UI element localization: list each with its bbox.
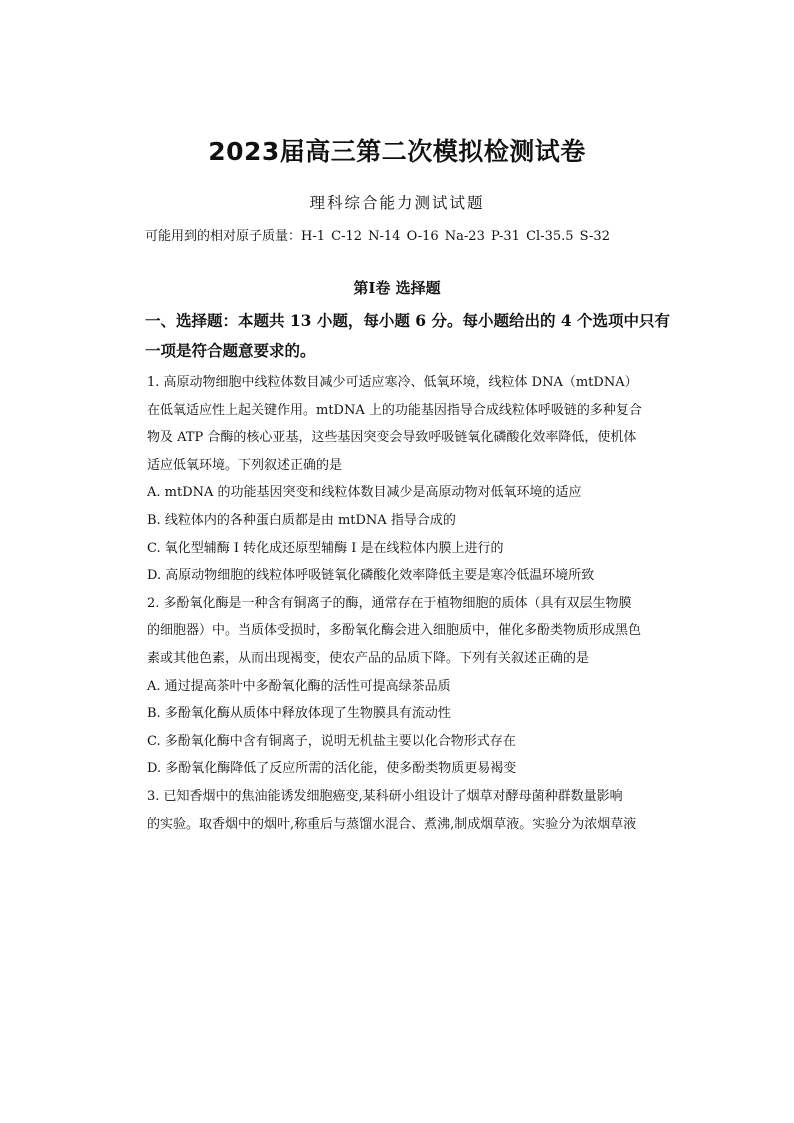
exam-title: 2023届高三第二次模拟检测试卷 <box>208 137 586 166</box>
instruction-line: 一、选择题：本题共 13 小题，每小题 6 分。每小题给出的 4 个选项中只有 <box>145 311 671 330</box>
section-heading: 第I卷 选择题 <box>353 279 441 297</box>
question-2-stem-line: 的细胞器）中。当质体受损时，多酚氧化酶会进入细胞质中，催化多酚类物质形成黑色 <box>147 623 642 639</box>
question-3 <box>147 783 675 838</box>
instructions <box>145 306 675 366</box>
question-2-option-b: B. 多酚氧化酶从质体中释放体现了生物膜具有流动性 <box>147 706 451 722</box>
atomic-masses-line: 可能用到的相对原子质量：H-1 C-12 N-14 O-16 Na-23 P-31 Cl-35.5 S-32 <box>145 229 610 244</box>
question-2-option-d: D. 多酚氧化酶降低了反应所需的活化能，使多酚类物质更易褐变 <box>147 761 517 777</box>
question-1-option-c: C. 氧化型辅酶 I 转化成还原型辅酶 I 是在线粒体内膜上进行的 <box>147 540 504 556</box>
question-3-stem-line: 的实验。取香烟中的烟叶,称重后与蒸馏水混合、煮沸,制成烟草液。实验分为浓烟草液 <box>147 816 637 832</box>
question-2-option-c: C. 多酚氧化酶中含有铜离子，说明无机盐主要以化合物形式存在 <box>147 733 516 749</box>
questions <box>147 369 675 838</box>
question-3-stem-line: 3. 已知香烟中的焦油能诱发细胞癌变,某科研小组设计了烟草对酵母菌种群数量影响 <box>147 788 623 804</box>
question-2-stem-line: 素或其他色素，从而出现褐变，使农产品的品质下降。下列有关叙述正确的是 <box>147 650 590 666</box>
question-1-option-b: B. 线粒体内的各种蛋白质都是由 mtDNA 指导合成的 <box>147 512 456 528</box>
question-1-stem-line: 在低氧适应性上起关键作用。mtDNA 上的功能基因指导合成线粒体呼吸链的多种复合 <box>147 402 642 418</box>
question-1-stem-line: 1. 高原动物细胞中线粒体数目减少可适应寒冷、低氧环境，线粒体 DNA（mtDNA） <box>147 375 638 390</box>
question-2 <box>147 590 675 783</box>
question-2-stem-line: 2. 多酚氧化酶是一种含有铜离子的酶，通常存在于植物细胞的质体（具有双层生物膜 <box>147 595 632 611</box>
question-1-option-d: D. 高原动物细胞的线粒体呼吸链氧化磷酸化效率降低主要是寒冷低温环境所致 <box>147 568 595 584</box>
question-1-stem-line: 适应低氧环境。下列叙述正确的是 <box>147 457 343 473</box>
exam-subtitle: 理科综合能力测试试题 <box>309 194 485 212</box>
question-1-option-a: A. mtDNA 的功能基因突变和线粒体数目减少是高原动物对低氧环境的适应 <box>147 485 582 501</box>
question-2-option-a: A. 通过提高茶叶中多酚氧化酶的活性可提高绿茶品质 <box>147 678 451 694</box>
instruction-line: 一项是符合题意要求的。 <box>145 341 316 360</box>
question-1-stem-line: 物及 ATP 合酶的核心亚基，这些基因突变会导致呼吸链氧化磷酸化效率降低，使机体 <box>147 430 637 446</box>
question-1 <box>147 369 675 590</box>
